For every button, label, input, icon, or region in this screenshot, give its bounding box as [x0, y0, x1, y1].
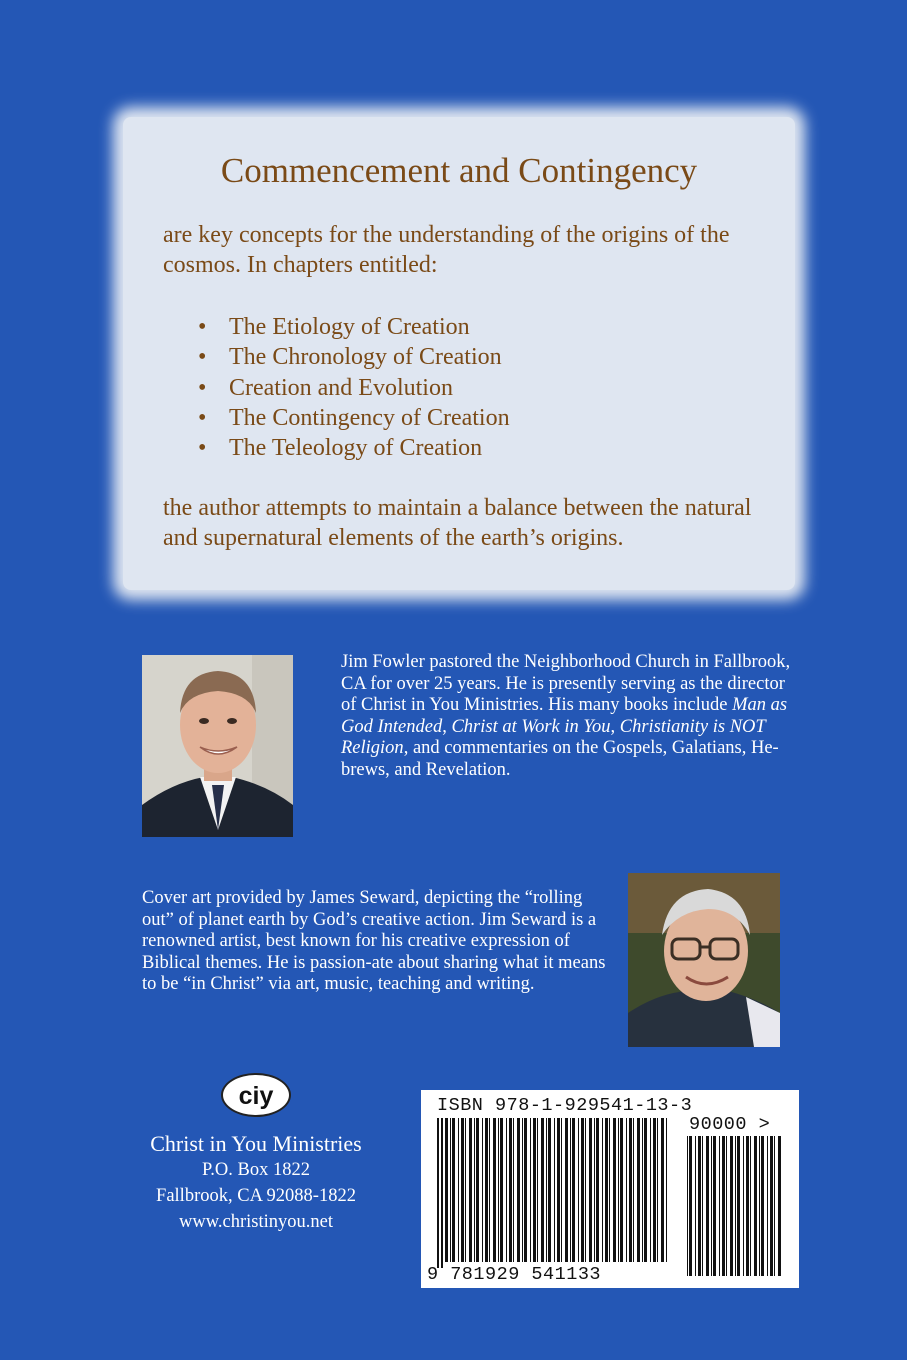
author-bio-text: Jim Fowler pastored the Neighborhood Church in Fallbrook, CA for over 25 years. He is presently serving as the director of Christ in You Ministries. His many books include: [341, 652, 791, 715]
barcode-stripe: [533, 1118, 536, 1262]
barcode-stripe: [746, 1136, 749, 1276]
barcode-stripe: [702, 1136, 703, 1276]
barcode-guard: [441, 1118, 443, 1268]
barcode-stripe: [565, 1118, 568, 1262]
barcode-stripe: [485, 1118, 488, 1262]
barcode-stripe: [737, 1136, 740, 1276]
barcode-stripe: [770, 1136, 773, 1276]
barcode-stripe: [548, 1118, 551, 1262]
barcode-stripe: [650, 1118, 651, 1262]
barcode-stripe: [589, 1118, 592, 1262]
barcode-stripe: [618, 1118, 619, 1262]
barcode-stripe: [689, 1136, 692, 1276]
publisher-address-line1: P.O. Box 1822: [202, 1160, 310, 1180]
author-bio-text: , and commentaries on the Gospels, Galatians, He-brews, and Revelation.: [341, 738, 779, 780]
artist-bio: Cover art provided by James Seward, depicting the “rolling out” of planet earth by God’s creative action. Jim Seward is a renowned artist, best known for his creative expression of Biblical themes. He is passion-ate about sharing what it means to be “in Christ” via art, music, teaching and writing.: [142, 888, 606, 994]
barcode-stripe: [596, 1118, 599, 1262]
list-item: [195, 433, 510, 463]
barcode-stripe: [629, 1118, 632, 1262]
book-title: Christ at Work in You: [451, 716, 611, 737]
barcode-stripe: [506, 1118, 507, 1262]
chapter-title: The Teleology of Creation: [229, 435, 483, 462]
barcode-stripe: [637, 1118, 640, 1262]
book-title: Man as God Intended: [341, 695, 788, 737]
barcode-stripe: [572, 1118, 575, 1262]
barcode-stripe: [581, 1118, 584, 1262]
barcode-stripe: [546, 1118, 547, 1262]
publisher-website[interactable]: www.christinyou.net: [179, 1212, 333, 1232]
isbn-barcode: [421, 1090, 799, 1288]
chapter-list: [195, 312, 510, 463]
barcode-stripe: [554, 1118, 555, 1262]
book-summary-title: Commencement and Contingency: [220, 151, 698, 190]
publisher-name: Christ in You Ministries: [150, 1131, 362, 1156]
bullet-icon: •: [198, 344, 207, 371]
barcode-stripe: [489, 1118, 490, 1262]
ean-digits: 9 781929 541133: [427, 1264, 602, 1285]
barcode-stripe: [767, 1136, 768, 1276]
barcode-stripe: [706, 1136, 709, 1276]
bullet-icon: •: [198, 404, 207, 431]
barcode-stripe: [657, 1118, 658, 1262]
barcode-stripe: [578, 1118, 579, 1262]
chapter-title: The Chronology of Creation: [229, 344, 502, 371]
separator: ,: [610, 716, 620, 737]
barcode-stripe: [609, 1118, 610, 1262]
author-portrait-icon: [142, 655, 293, 837]
barcode-stripe: [594, 1118, 595, 1262]
list-item: [195, 373, 510, 403]
barcode-bars: [421, 1090, 799, 1288]
barcode-stripe: [778, 1136, 781, 1276]
barcode-stripe: [666, 1118, 667, 1262]
barcode-stripe: [493, 1118, 496, 1262]
barcode-stripe: [698, 1136, 701, 1276]
barcode-stripe: [695, 1136, 696, 1276]
barcode-stripe: [474, 1118, 475, 1262]
barcode-stripe: [750, 1136, 751, 1276]
chapter-title: The Contingency of Creation: [229, 404, 510, 431]
barcode-stripe: [774, 1136, 775, 1276]
barcode-stripe: [711, 1136, 712, 1276]
barcode-stripe: [541, 1118, 544, 1262]
bullet-icon: •: [198, 435, 207, 462]
barcode-stripe: [661, 1118, 664, 1262]
barcode-stripe: [726, 1136, 727, 1276]
author-photo: [142, 655, 293, 837]
barcode-stripe: [713, 1136, 716, 1276]
book-title: Christianity is NOT Religion: [341, 716, 766, 758]
barcode-stripe: [585, 1118, 586, 1262]
barcode-stripe: [743, 1136, 744, 1276]
barcode-stripe: [513, 1118, 514, 1262]
barcode-stripe: [735, 1136, 736, 1276]
separator: ,: [442, 716, 452, 737]
barcode-stripe: [620, 1118, 623, 1262]
summary-outro: the author attempts to maintain a balance between the natural and supernatural elements of the earth’s origins.: [163, 495, 752, 551]
barcode-stripe: [613, 1118, 616, 1262]
barcode-stripe: [761, 1136, 764, 1276]
barcode-stripe: [452, 1118, 455, 1262]
artist-photo: [628, 873, 780, 1047]
barcode-stripe: [642, 1118, 643, 1262]
list-item: [195, 342, 510, 372]
barcode-stripe: [653, 1118, 656, 1262]
barcode-stripe: [461, 1118, 464, 1262]
barcode-stripe: [450, 1118, 451, 1262]
summary-intro: are key concepts for the understanding of the origins of the cosmos. In chapters entitled:: [163, 222, 730, 278]
barcode-stripe: [476, 1118, 479, 1262]
barcode-stripe: [530, 1118, 531, 1262]
barcode-stripe: [557, 1118, 560, 1262]
barcode-stripe: [722, 1136, 725, 1276]
barcode-stripe: [509, 1118, 512, 1262]
barcode-stripe: [687, 1136, 688, 1276]
barcode-stripe: [500, 1118, 503, 1262]
author-bio: [341, 652, 801, 781]
list-item: [195, 312, 510, 342]
barcode-stripe: [602, 1118, 603, 1262]
barcode-guard: [437, 1118, 439, 1268]
list-item: [195, 403, 510, 433]
bullet-icon: •: [198, 314, 207, 340]
chapter-title: The Etiology of Creation: [229, 314, 470, 340]
barcode-stripe: [465, 1118, 466, 1262]
barcode-stripe: [458, 1118, 459, 1262]
barcode-stripe: [719, 1136, 720, 1276]
artist-portrait-icon: [628, 873, 780, 1047]
publisher-logo: ciy: [221, 1073, 291, 1117]
barcode-stripe: [469, 1118, 472, 1262]
summary-panel: [123, 117, 795, 590]
isbn-number: ISBN 978-1-929541-13-3: [437, 1095, 693, 1116]
bullet-icon: •: [198, 374, 207, 401]
barcode-stripe: [537, 1118, 538, 1262]
barcode-stripe: [626, 1118, 627, 1262]
barcode-stripe: [561, 1118, 562, 1262]
barcode-stripe: [759, 1136, 760, 1276]
barcode-stripe: [754, 1136, 757, 1276]
barcode-stripe: [644, 1118, 647, 1262]
barcode-stripe: [730, 1136, 733, 1276]
chapter-title: Creation and Evolution: [229, 374, 453, 401]
barcode-stripe: [605, 1118, 608, 1262]
barcode-stripe: [445, 1118, 448, 1262]
barcode-stripe: [570, 1118, 571, 1262]
barcode-stripe: [482, 1118, 483, 1262]
price-addon: 90000 >: [689, 1114, 771, 1135]
barcode-stripe: [633, 1118, 634, 1262]
barcode-stripe: [524, 1118, 527, 1262]
publisher-address-line2: Fallbrook, CA 92088-1822: [156, 1186, 356, 1206]
barcode-stripe: [498, 1118, 499, 1262]
barcode-stripe: [517, 1118, 520, 1262]
barcode-stripe: [522, 1118, 523, 1262]
